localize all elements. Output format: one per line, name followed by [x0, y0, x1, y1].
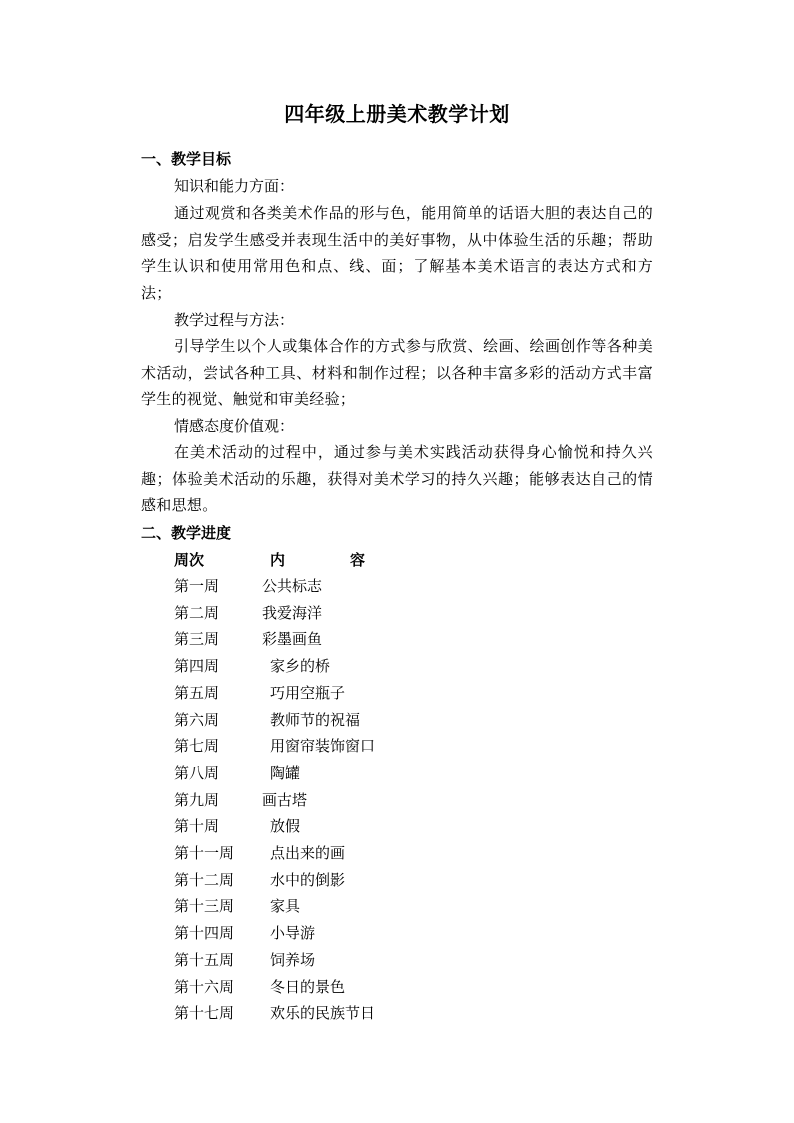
schedule-topic: 饲养场 [270, 950, 316, 969]
schedule-topic: 教师节的祝福 [270, 710, 361, 729]
attitude-paragraph: 在美术活动的过程中，通过参与美术实践活动获得身心愉悦和持久兴趣；体验美术活动的乐趣，获得对美术学习的持久兴趣；能够表达自己的情感和思想。 [141, 443, 653, 514]
schedule-topic: 点出来的画 [270, 844, 346, 862]
schedule-week: 第七周 [174, 737, 220, 756]
table-header-content-1: 内 [270, 551, 286, 569]
schedule-topic: 冬日的景色 [270, 977, 346, 996]
schedule-week: 第十四周 [174, 924, 235, 943]
schedule-topic: 水中的倒影 [270, 870, 346, 889]
knowledge-label: 知识和能力方面： [174, 177, 295, 195]
knowledge-paragraph: 通过观赏和各类美术作品的形与色，能用简单的话语大胆的表达自己的感受；启发学生感受并表现生活中的美好事物，从中体验生活的乐趣；帮助学生认识和使用常用色和点、线、面；了解基本美术语言的表达方式和方法； [141, 204, 653, 302]
schedule-week: 第六周 [174, 710, 220, 729]
schedule-topic: 家乡的桥 [270, 657, 331, 676]
schedule-week: 第五周 [174, 683, 220, 702]
schedule-topic: 公共标志 [262, 577, 323, 595]
schedule-week: 第十七周 [174, 1004, 235, 1023]
schedule-topic: 用窗帘装饰窗口 [270, 737, 376, 756]
schedule-week: 第十六周 [174, 977, 235, 996]
section-heading-goals: 一、教学目标 [141, 150, 232, 168]
schedule-week: 第九周 [174, 790, 220, 809]
schedule-week: 第十二周 [174, 870, 235, 889]
schedule-topic: 画古塔 [262, 790, 308, 809]
schedule-week: 第八周 [174, 763, 220, 782]
schedule-topic: 欢乐的民族节日 [270, 1004, 376, 1023]
table-header-content-2: 容 [350, 551, 366, 569]
process-paragraph: 引导学生以个人或集体合作的方式参与欣赏、绘画、绘画创作等各种美术活动，尝试各种工具、材料和制作过程；以各种丰富多彩的活动方式丰富学生的视觉、触觉和审美经验； [141, 337, 653, 408]
attitude-label: 情感态度价值观： [174, 417, 295, 435]
schedule-topic: 家具 [270, 897, 301, 916]
schedule-topic: 巧用空瓶子 [270, 683, 346, 702]
schedule-topic: 我爱海洋 [262, 603, 323, 622]
schedule-week: 第十五周 [174, 950, 235, 969]
schedule-topic: 放假 [270, 817, 301, 836]
page-title: 四年级上册美术教学计划 [284, 102, 510, 126]
table-header-week: 周次 [174, 551, 205, 569]
schedule-week: 第二周 [174, 603, 220, 622]
schedule-week: 第四周 [174, 657, 220, 676]
schedule-week: 第三周 [174, 630, 220, 649]
section-heading-schedule: 二、教学进度 [141, 524, 232, 542]
schedule-week: 第十周 [174, 817, 220, 836]
schedule-week: 第十一周 [174, 844, 235, 862]
schedule-week: 第十三周 [174, 897, 235, 916]
schedule-topic: 彩墨画鱼 [262, 630, 323, 649]
schedule-week: 第一周 [174, 577, 220, 595]
process-label: 教学过程与方法： [174, 311, 295, 329]
schedule-topic: 陶罐 [270, 763, 301, 782]
schedule-topic: 小导游 [270, 924, 316, 943]
